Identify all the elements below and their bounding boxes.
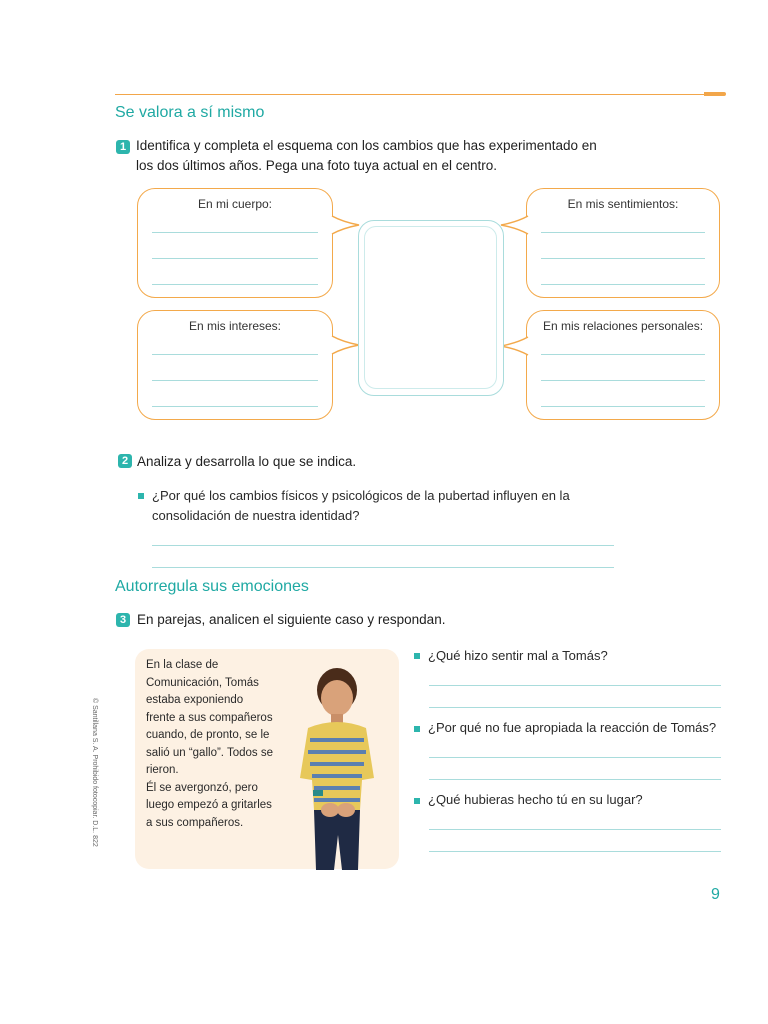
section-title: Se valora a sí mismo [115, 104, 265, 121]
case-line: frente a sus compañeros [146, 711, 273, 724]
header-rule-cap [704, 92, 726, 96]
activity1-instruction-line1: Identifica y completa el esquema con los cambios que has experimentado en [136, 138, 597, 153]
bubble-body-tail [331, 214, 361, 236]
answer-line[interactable] [429, 851, 721, 852]
bubble-feelings-title: En mis sentimientos: [567, 197, 679, 211]
bubble-relations [526, 310, 720, 420]
case-line: cuando, de pronto, se le [146, 729, 270, 741]
activity-number-2: 2 [118, 454, 132, 468]
answer-line[interactable] [429, 829, 721, 830]
case-line: a sus compañeros. [146, 816, 244, 829]
answer-line[interactable] [541, 258, 705, 259]
bubble-body-title: En mi cuerpo: [197, 197, 273, 211]
answer-line[interactable] [429, 779, 721, 780]
bullet-icon [414, 653, 420, 659]
bubble-body [137, 188, 333, 298]
case-line: En la clase de [146, 659, 219, 671]
bubble-relations-title: En mis relaciones personales: [542, 319, 704, 333]
bubble-interests-tail [331, 334, 361, 356]
activity2-question-line2: consolidación de nuestra identidad? [152, 508, 360, 523]
answer-line[interactable] [429, 685, 721, 686]
activity3-question-1: ¿Qué hizo sentir mal a Tomás? [428, 648, 608, 663]
case-text [146, 657, 296, 832]
answer-line[interactable] [541, 380, 705, 381]
activity2-question-line1: ¿Por qué los cambios físicos y psicológicos de la pubertad influyen en la [152, 488, 570, 503]
photo-frame[interactable] [358, 220, 504, 396]
answer-line[interactable] [541, 354, 705, 355]
activity3-question-3: ¿Qué hubieras hecho tú en su lugar? [428, 792, 643, 807]
bubble-feelings [526, 188, 720, 298]
answer-line[interactable] [152, 567, 614, 568]
answer-line[interactable] [541, 284, 705, 285]
answer-line[interactable] [429, 757, 721, 758]
case-line: Él se avergonzó, pero [146, 781, 258, 794]
answer-line[interactable] [541, 232, 705, 233]
boy-illustration [288, 660, 388, 870]
copyright-note: © Santillana S. A. Prohibido fotocopiar. D.L. 822 [91, 698, 98, 847]
activity3-question-2: ¿Por qué no fue apropiada la reacción de Tomás? [428, 720, 717, 735]
answer-line[interactable] [152, 545, 614, 546]
case-line: salió un “gallo”. Todos se [146, 746, 273, 759]
answer-line[interactable] [429, 707, 721, 708]
answer-line[interactable] [152, 258, 318, 259]
activity-number-1: 1 [116, 140, 130, 154]
case-line: rieron. [146, 764, 179, 776]
photo-area[interactable] [364, 226, 497, 389]
bubble-interests [137, 310, 333, 420]
answer-line[interactable] [541, 406, 705, 407]
answer-line[interactable] [152, 284, 318, 285]
activity1-instruction-line2: los dos últimos años. Pega una foto tuya actual en el centro. [136, 158, 497, 173]
case-line: Comunicación, Tomás [146, 676, 259, 689]
bullet-icon [138, 493, 144, 499]
section-title-2: Autorregula sus emociones [115, 578, 309, 595]
bubble-interests-title: En mis intereses: [188, 319, 282, 333]
answer-line[interactable] [152, 232, 318, 233]
activity2-instruction: Analiza y desarrolla lo que se indica. [137, 454, 357, 469]
activity3-instruction: En parejas, analicen el siguiente caso y respondan. [137, 612, 446, 627]
bullet-icon [414, 798, 420, 804]
answer-line[interactable] [152, 406, 318, 407]
header-rule [115, 94, 705, 95]
answer-line[interactable] [152, 354, 318, 355]
answer-line[interactable] [152, 380, 318, 381]
activity-number-3: 3 [116, 613, 130, 627]
page-number: 9 [711, 886, 720, 903]
bullet-icon [414, 726, 420, 732]
case-line: luego empezó a gritarles [146, 799, 272, 811]
case-line: estaba exponiendo [146, 694, 244, 706]
